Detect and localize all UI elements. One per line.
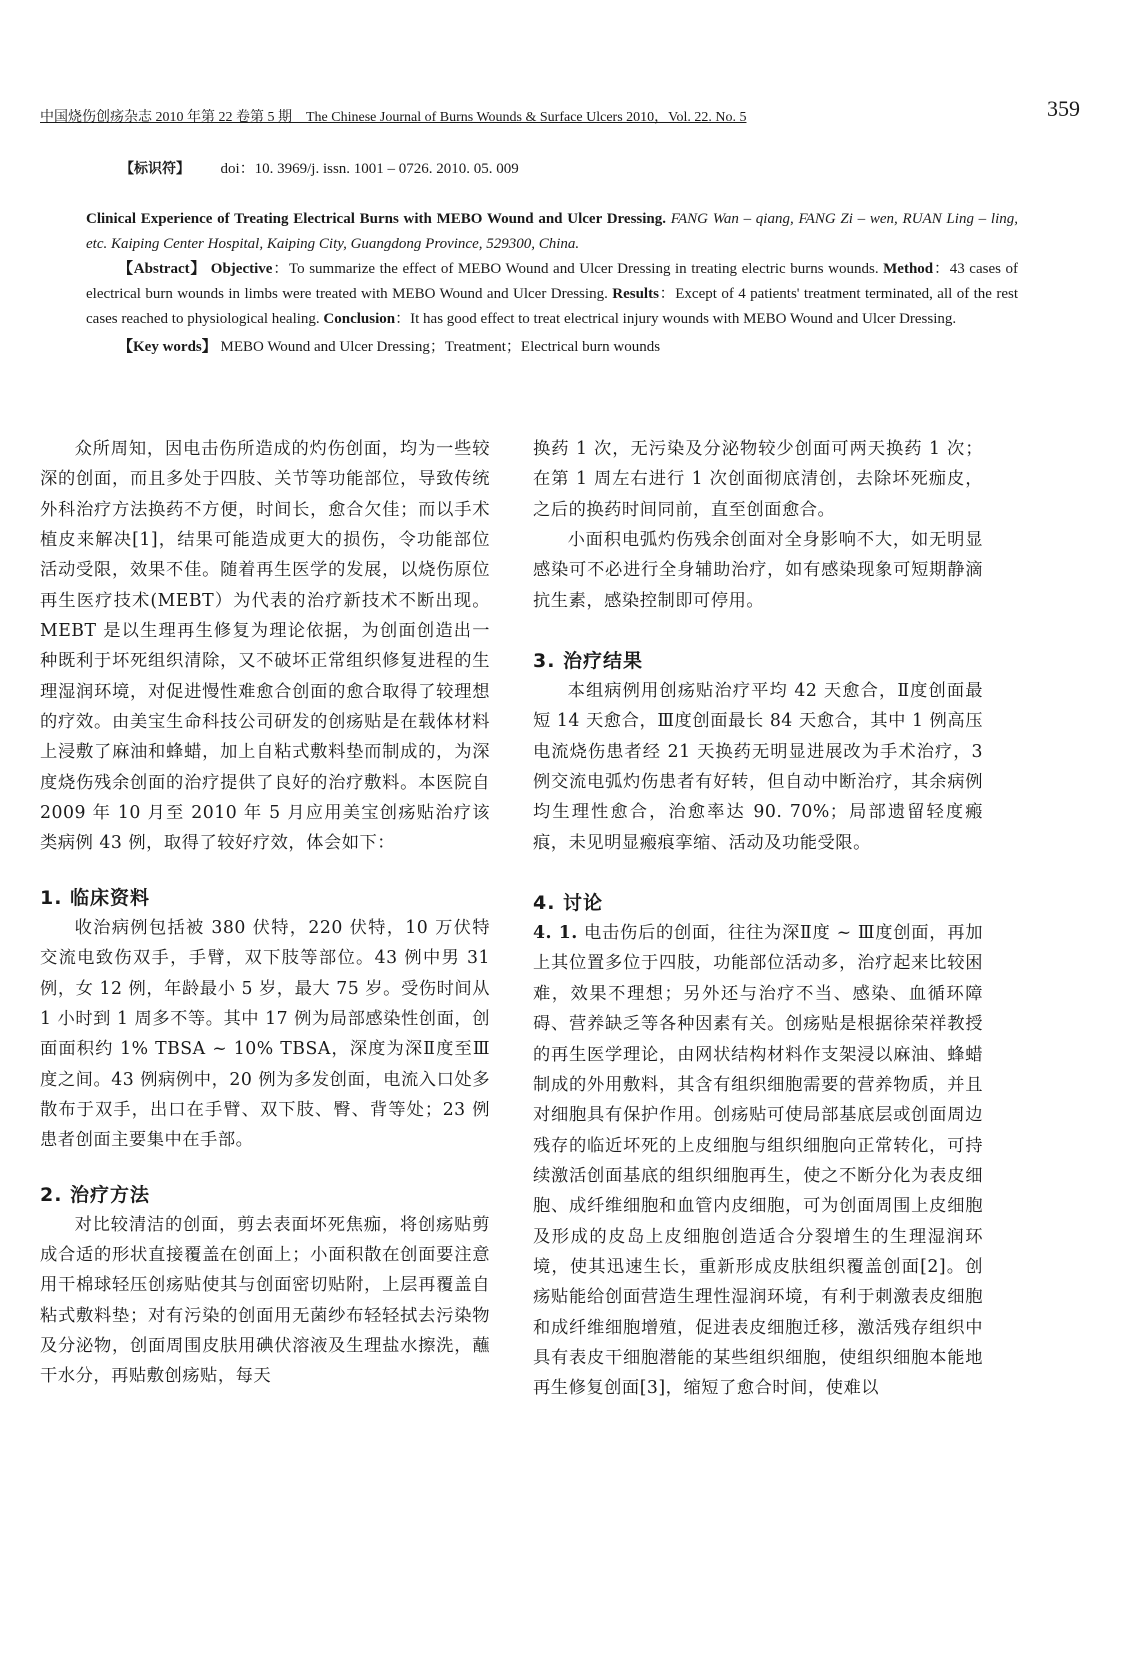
method-label: Method	[883, 261, 934, 277]
section-4-1-label: 4. 1.	[533, 923, 578, 944]
doi-text: doi：10. 3969/j. issn. 1001 – 0726. 2010. 05. 009	[220, 161, 519, 177]
left-column	[40, 434, 490, 1392]
article-identifier	[120, 157, 519, 178]
section-4-1-paragraph	[533, 918, 983, 1404]
journal-running-head: 中国烧伤创疡杂志 2010 年第 22 卷第 5 期 The Chinese Journal of Burns Wounds & Surface Ulcers 2010，Vol. 22. No. 5	[40, 110, 747, 125]
results-text: ：Except of 4 patients' treatment terminated, all of the rest cases reached to physiological healing.	[86, 286, 1019, 327]
section-3-heading: 3. 治疗结果	[533, 650, 644, 673]
english-authors: FANG Wan – qiang, FANG Zi – wen, RUAN Ling – ling, etc.	[86, 211, 1018, 252]
right-column	[533, 434, 983, 1404]
page-number: 359	[1047, 96, 1080, 121]
abstract-label: 【Abstract】	[118, 261, 207, 277]
conclusion-text: ：It has good effect to treat electrical injury wounds with MEBO Wound and Ulcer Dressing.	[395, 311, 957, 327]
section-2-continued: 换药 1 次，无污染及分泌物较少创面可两天换药 1 次；在第 1 周左右进行 1 次创面彻底清创，去除坏死痂皮，之后的换药时间同前，直至创面愈合。	[533, 439, 983, 520]
keywords-text: MEBO Wound and Ulcer Dressing；Treatment；Electrical burn wounds	[220, 339, 661, 355]
section-1-text: 收治病例包括被 380 伏特，220 伏特，10 万伏特交流电致伤双手，手臂，双下肢等部位。43 例中男 31 例，女 12 例，年龄最小 5 岁，最大 75 岁。受伤时间从 1 小时到 1 周多不等。其中 17 例为局部感染性创面，创面面积约 1% TBSA ~ 10% TBSA，深度为深Ⅱ度至Ⅲ度之间。43 例病例中，20 例为多发创面，电流入口处多散布于双手，出口在手臂、双下肢、臀、背等处；23 例患者创面主要集中在手部。	[40, 917, 490, 1151]
section-4-1-text: 电击伤后的创面，往往为深Ⅱ度 ~ Ⅲ度创面，再加上其位置多位于四肢，功能部位活动多，治疗起来比较困难，效果不理想；另外还与治疗不当、感染、血循环障碍、营养缺乏等各种因素有关。创疡贴是根据徐荣祥教授的再生医学理论，由网状结构材料作支架浸以麻油、蜂蜡制成的外用敷料，其含有组织细胞需要的营养物质，并且对细胞具有保护作用。创疡贴可使局部基底层或创面周边残存的临近坏死的上皮细胞与组织细胞向正常转化，可持续激活创面基底的组织细胞再生，使之不断分化为表皮细胞、成纤维细胞和血管内皮细胞，可为创面周围上皮细胞及形成的皮岛上皮细胞创造适合分裂增生的生理湿润环境，使其迅速生长，重新形成皮肤组织覆盖创面[2]。创疡贴能给创面营造生理性湿润环境，有利于刺激表皮细胞和成纤维细胞增殖，促进表皮细胞迁移，激活残存组织中具有表皮干细胞潜能的某些组织细胞，使组织细胞本能地再生修复创面[3]，缩短了愈合时间，使难以	[533, 923, 983, 1399]
intro-paragraph: 众所周知，因电击伤所造成的灼伤创面，均为一些较深的创面，而且多处于四肢、关节等功能部位，导致传统外科治疗方法换药不方便，时间长，愈合欠佳；而以手术植皮来解决[1]，结果可能造成更大的损伤，令功能部位活动受限，效果不佳。随着再生医学的发展，以烧伤原位再生医疗技术(MEBT）为代表的治疗新技术不断出现。MEBT 是以生理再生修复为理论依据，为创面创造出一种既利于坏死组织清除，又不破坏正常组织修复进程的生理湿润环境，对促进慢性难愈合创面的愈合取得了较理想的疗效。由美宝生命科技公司研发的创疡贴是在载体材料上浸敷了麻油和蜂蜡，加上自粘式敷料垫而制成的，为深度烧伤残余创面的治疗提供了良好的治疗敷料。本医院自 2009 年 10 月至 2010 年 5 月应用美宝创疡贴治疗该类病例 43 例，取得了较好疗效，体会如下：	[40, 439, 490, 854]
section-1-heading: 1. 临床资料	[40, 886, 151, 909]
running-header	[40, 96, 1080, 130]
objective-text: ：To summarize the effect of MEBO Wound and Ulcer Dressing in treating electric burns wounds.	[272, 261, 879, 277]
section-3-text: 本组病例用创疡贴治疗平均 42 天愈合，Ⅱ度创面最短 14 天愈合，Ⅲ度创面最长 84 天愈合，其中 1 例高压电流烧伤患者经 21 天换药无明显进展改为手术治疗，3 例交流电弧灼伤患者有好转，但自动中断治疗，其余病例均生理性愈合，治愈率达 90. 70%；局部遗留轻度瘢痕，未见明显瘢痕挛缩、活动及功能受限。	[533, 681, 983, 853]
section-2-text: 对比较清洁的创面，剪去表面坏死焦痂，将创疡贴剪成合适的形状直接覆盖在创面上；小面积散在创面要注意用干棉球轻压创疡贴使其与创面密切贴附，上层再覆盖自粘式敷料垫；对有污染的创面用无菌纱布轻轻拭去污染物及分泌物，创面周围皮肤用碘伏溶液及生理盐水擦洗，蘸干水分，再贴敷创疡贴，每天	[40, 1214, 490, 1387]
identifier-label: 【标识符】	[120, 161, 190, 177]
keywords-label: 【Key words】	[118, 339, 217, 355]
section-4-heading: 4. 讨论	[533, 892, 604, 915]
method-text: ：43 cases of electrical burn wounds in limbs were treated with MEBO Wound and Ulcer Dressing.	[86, 261, 1018, 302]
english-affiliation: Kaiping Center Hospital, Kaiping City, Guangdong Province, 529300, China.	[110, 236, 580, 252]
results-label: Results	[612, 286, 659, 302]
conclusion-label: Conclusion	[323, 311, 396, 327]
section-2-paragraph-2: 小面积电弧灼伤残余创面对全身影响不大，如无明显感染可不必进行全身辅助治疗，如有感染现象可短期静滴抗生素，感染控制即可停用。	[533, 530, 983, 611]
english-abstract	[86, 207, 1018, 360]
objective-label: Objective	[210, 261, 273, 277]
english-title: Clinical Experience of Treating Electrical Burns with MEBO Wound and Ulcer Dressing.	[86, 211, 667, 227]
section-2-heading: 2. 治疗方法	[40, 1183, 151, 1206]
